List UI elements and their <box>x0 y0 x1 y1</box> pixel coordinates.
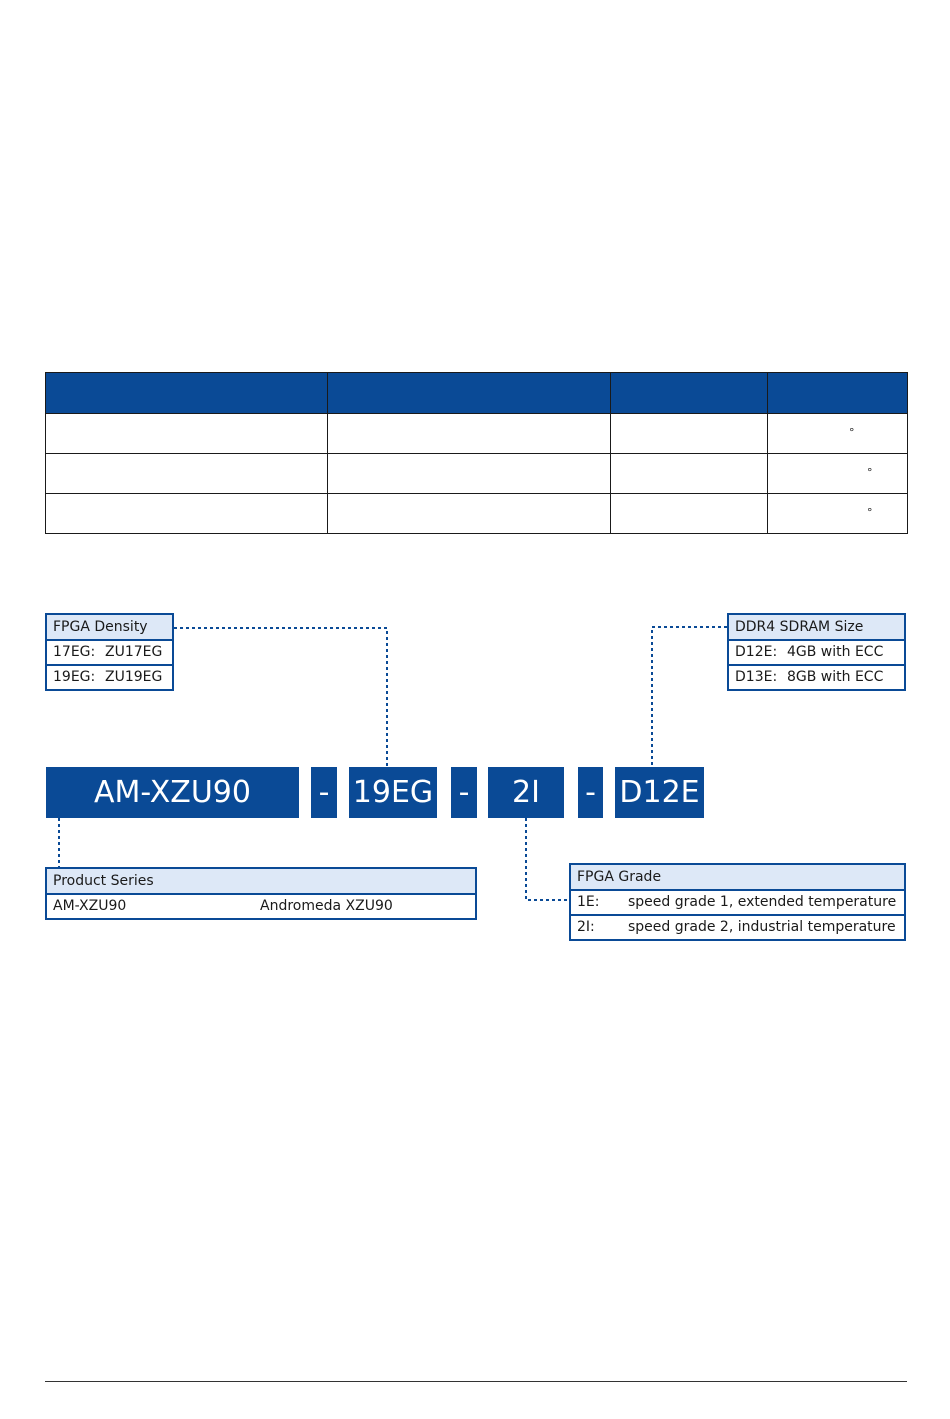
grade-desc: speed grade 2, industrial temperature <box>628 919 896 935</box>
density-connector <box>174 628 387 767</box>
ddr4-size-title: DDR4 SDRAM Size <box>729 615 904 641</box>
part-separator: - <box>451 767 477 818</box>
product-series-title: Product Series <box>47 869 475 895</box>
part-series-block: AM-XZU90 <box>46 767 299 818</box>
series-code: AM-XZU90 <box>53 898 127 914</box>
ddr4-size-box <box>727 613 906 691</box>
degree-symbol: ° <box>867 466 873 479</box>
density-desc: ZU17EG <box>105 644 163 660</box>
ddr4-desc: 4GB with ECC <box>787 644 884 660</box>
fpga-density-box <box>45 613 174 691</box>
ddr4-code: D12E: <box>735 644 778 660</box>
grade-code: 1E: <box>577 894 600 910</box>
product-series-box <box>45 867 477 920</box>
product-series-row <box>47 895 475 918</box>
grade-connector <box>526 818 569 900</box>
fpga-density-row <box>47 666 172 689</box>
density-code: 17EG: <box>53 644 96 660</box>
density-desc: ZU19EG <box>105 669 163 685</box>
part-ram-block: D12E <box>615 767 704 818</box>
grade-desc: speed grade 1, extended temperature <box>628 894 897 910</box>
ram-connector <box>652 627 727 767</box>
part-separator: - <box>311 767 337 818</box>
grade-code: 2I: <box>577 919 595 935</box>
ddr4-size-row <box>729 666 904 689</box>
part-grade-block: 2I <box>488 767 564 818</box>
fpga-density-row <box>47 641 172 666</box>
fpga-grade-title: FPGA Grade <box>571 865 904 891</box>
degree-symbol: ° <box>849 426 855 439</box>
footer-divider <box>45 1381 907 1382</box>
part-separator: - <box>578 767 603 818</box>
ddr4-size-row <box>729 641 904 666</box>
ddr4-code: D13E: <box>735 669 778 685</box>
series-desc: Andromeda XZU90 <box>260 898 393 914</box>
ddr4-desc: 8GB with ECC <box>787 669 884 685</box>
fpga-grade-box <box>569 863 906 941</box>
density-code: 19EG: <box>53 669 96 685</box>
fpga-grade-row <box>571 891 904 916</box>
fpga-density-title: FPGA Density <box>47 615 172 641</box>
degree-symbol: ° <box>867 506 873 519</box>
part-density-block: 19EG <box>349 767 437 818</box>
fpga-grade-row <box>571 916 904 939</box>
